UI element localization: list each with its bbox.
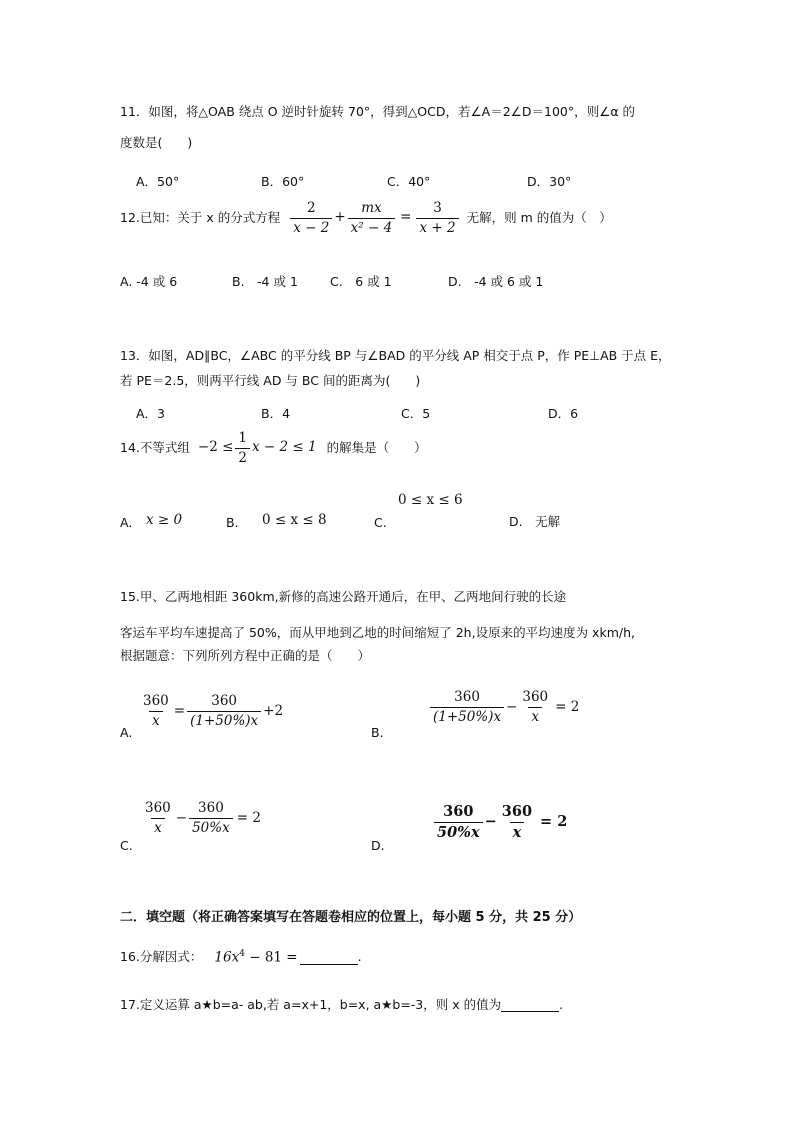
q15-b-f1-den: (1+50%)x: [430, 707, 504, 725]
q15-d-f1-den: 50%x: [434, 822, 483, 841]
q12-fraction-1: [290, 201, 332, 236]
q15-c-f1-den: x: [151, 818, 165, 836]
q14-option-b-expr: 0 ≤ x ≤ 8: [262, 512, 327, 528]
q15-b-f1-num: 360: [454, 689, 480, 705]
q12-option-b: B. -4 或 1: [232, 274, 298, 289]
q14-option-a-expr: x ≥ 0: [146, 512, 183, 528]
q11-option-b: B．60°: [261, 174, 305, 189]
q15-c-fraction-1: [142, 801, 174, 836]
q12-f1-numerator: 2: [306, 199, 316, 216]
q13-option-c: C．5: [401, 406, 431, 421]
q12-f1-denominator: x − 2: [290, 218, 332, 236]
q15-a-f2-den: (1+50%)x: [187, 711, 261, 729]
q16-prefix: 16.分解因式：: [120, 948, 203, 964]
q15-d-f2-den: x: [510, 822, 525, 841]
q15-a-f1-den: x: [149, 711, 163, 729]
q12-f3-numerator: 3: [433, 199, 442, 216]
q12-stem: [120, 196, 612, 240]
q12-fraction-2: [348, 201, 396, 236]
q14-left: −2 ≤: [197, 439, 234, 456]
q15-c-f2-den: 50%x: [189, 818, 233, 836]
q12-option-d: D. -4 或 6 或 1: [448, 274, 544, 289]
q15-d-fraction-2: [499, 804, 535, 841]
q14-option-d: D. 无解: [509, 514, 561, 529]
q12-option-a: A. -4 或 6: [120, 274, 178, 289]
q13-line2: 若 PE＝2.5，则两平行线 AD 与 BC 间的距离为( ): [120, 373, 421, 388]
q16-expr-tail: − 81 =: [244, 949, 298, 965]
q15-option-d-label: D.: [371, 838, 385, 853]
q11-line1: 11．如图，将△OAB 绕点 O 逆时针旋转 70°，得到△OCD，若∠A＝2∠D＝100°，则∠α 的: [120, 104, 636, 119]
q15-b-f2-num: 360: [522, 689, 549, 705]
q17-answer-blank[interactable]: [501, 999, 559, 1012]
q15-option-a-label: A.: [120, 725, 133, 740]
q14-option-c-label: C.: [374, 515, 387, 530]
q16-answer-blank[interactable]: [300, 950, 358, 965]
q16-expression: [214, 950, 297, 965]
q15-d-fraction-1: [434, 804, 483, 841]
q12-equation: [288, 201, 460, 236]
q15-c-op: −: [175, 809, 188, 826]
q15-b-fraction-1: [430, 690, 504, 725]
q11-line2: 度数是( ): [120, 135, 193, 150]
q14-option-a-label: A.: [120, 515, 133, 530]
q12-fraction-3: [416, 201, 458, 236]
q16-end: .: [357, 948, 362, 964]
q12-prefix: 12.已知：关于 x 的分式方程: [120, 209, 281, 225]
q15-a-fraction-1: [140, 694, 172, 729]
q14-option-b-label: B.: [226, 515, 239, 530]
q15-c-f1-num: 360: [145, 800, 171, 816]
q17-end: .: [559, 996, 564, 1012]
q15-a-tail: +2: [263, 702, 284, 719]
q16-expr-base: 16x: [214, 949, 240, 965]
q15-option-c-equation: [140, 801, 261, 836]
q17-stem: [120, 997, 563, 1013]
q15-d-f2-num: 360: [501, 803, 533, 820]
q17-text: 17.定义运算 a★b=a- ab,若 a=x+1，b=x, a★b=-3，则 x 的值为: [120, 996, 502, 1012]
q14-half-numerator: 1: [238, 429, 247, 446]
q15-line2: 客运车平均车速提高了 50%，而从甲地到乙地的时间缩短了 2h,设原来的平均速度为 xkm/h,: [120, 625, 635, 640]
q15-c-fraction-2: [189, 801, 233, 836]
q12-plus: +: [334, 209, 346, 226]
q12-f2-numerator: mx: [361, 199, 382, 216]
q15-d-f1-num: 360: [443, 803, 474, 820]
section-fill-in-heading: 二．填空题（将正确答案填写在答题卷相应的位置上，每小题 5 分，共 25 分）: [120, 910, 582, 925]
q13-option-b: B．4: [261, 406, 291, 421]
q15-d-tail: = 2: [540, 813, 568, 831]
q12-f2-denominator: x² − 4: [348, 218, 396, 236]
q15-a-f1-num: 360: [143, 693, 169, 709]
q15-line3: 根据题意：下列所列方程中正确的是（ ）: [120, 648, 371, 663]
q13-option-d: D．6: [548, 406, 579, 421]
q15-c-tail: = 2: [236, 809, 261, 826]
q15-a-fraction-2: [187, 694, 261, 729]
q15-option-b-label: B.: [371, 725, 384, 740]
q16-expr-exponent: 4: [239, 948, 245, 959]
q13-line1: 13．如图，AD∥BC，∠ABC 的平分线 BP 与∠BAD 的平分线 AP 相交于点 P，作 PE⊥AB 于点 E，: [120, 348, 671, 363]
q12-f3-denominator: x + 2: [416, 218, 458, 236]
q15-a-op: =: [173, 702, 186, 719]
q15-b-f2-den: x: [528, 707, 542, 725]
q15-b-fraction-2: [519, 690, 551, 725]
q14-half-denominator: 2: [235, 448, 250, 466]
q11-option-d: D．30°: [527, 174, 572, 189]
q11-option-a: A．50°: [136, 174, 180, 189]
q15-option-d-equation: [432, 804, 567, 841]
q12-suffix: 无解，则 m 的值为（ ）: [466, 209, 612, 225]
q14-right: x − 2 ≤ 1: [252, 439, 317, 456]
q14-prefix: 14.不等式组: [120, 439, 190, 455]
q15-option-b-equation: [428, 690, 579, 725]
q15-c-f2-num: 360: [198, 800, 224, 816]
q14-half-fraction: [235, 431, 250, 466]
q15-option-a-equation: [138, 694, 283, 729]
q16-stem: [120, 947, 362, 967]
q15-option-c-label: C.: [120, 838, 133, 853]
q13-option-a: A．3: [136, 406, 166, 421]
q15-b-tail: = 2: [555, 698, 580, 715]
q15-d-op: −: [484, 813, 497, 831]
q14-option-c-expr: 0 ≤ x ≤ 6: [398, 492, 463, 508]
q14-suffix: 的解集是（ ）: [326, 439, 427, 455]
q15-line1: 15.甲、乙两地相距 360km,新修的高速公路开通后，在甲、乙两地间行驶的长途: [120, 589, 567, 604]
q11-option-c: C．40°: [387, 174, 431, 189]
q14-inequality: [198, 431, 317, 466]
q15-b-op: −: [506, 698, 518, 715]
q14-stem: [120, 428, 427, 468]
q15-a-f2-num: 360: [211, 693, 238, 709]
q12-equals: =: [400, 209, 412, 226]
q12-option-c: C. 6 或 1: [330, 274, 392, 289]
